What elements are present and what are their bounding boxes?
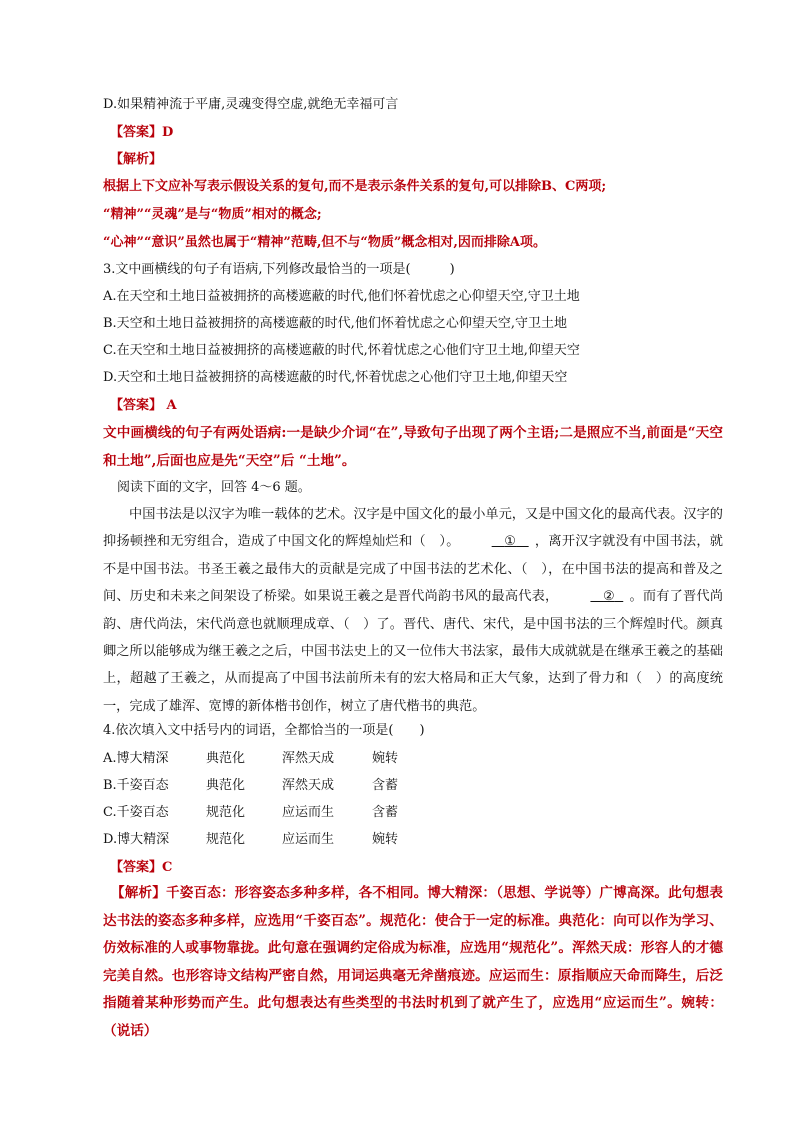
q2-analysis-label: 【解析】 <box>110 152 163 167</box>
q2-analysis-line-3: “心神”“意识”虽然也属于“精神”范畴,但不与“物质”概念相对,因而排除A项。 <box>103 235 546 250</box>
q4-option-a: A.博大精深 典范化 浑然天成 婉转 <box>103 751 399 766</box>
analysis-label: 【解析】 <box>111 885 167 901</box>
q3-option-a: A.在天空和土地日益被拥挤的高楼遮蔽的时代,他们怀着忧虑之心仰望天空,守卫土地 <box>103 289 580 304</box>
answer-value: A <box>166 398 177 413</box>
q4-analysis: 【解析】千姿百态：形容姿态多种多样，各不相同。博大精深：（思想、学说等）广博高深。此句想表达书法的姿态多种多样，应选用“千姿百态”。规范化：使合于一定的标准。典范化：向可以作为学习、仿效标准的人或事物靠拢。此句意在强调约定俗成为标准，应选用“规范化”。浑然天成：形容人的才德完美自然。也形容诗文结构严密自然，用词运典毫无斧凿痕迹。应运而生：原指顺应天命而降生，后泛指随着某种形势而产生。此句想表达有些类型的书法时机到了就产生了，应选用“应运而生”。婉转：（说话） <box>103 885 724 1039</box>
blank-1: ① <box>504 534 517 550</box>
answer-label: 【答案】 <box>110 860 163 875</box>
blank-2: ② <box>603 589 615 605</box>
q4-question: 4.依次填入文中括号内的词语，全都恰当的一项是( ) <box>103 723 425 738</box>
q4-option-c: C.千姿百态 规范化 应运而生 含蓄 <box>103 805 399 820</box>
q3-question: 3.文中画横线的句子有语病,下列修改最恰当的一项是( ) <box>103 262 455 277</box>
q4-answer <box>110 859 172 877</box>
answer-label: 【答案】 <box>110 125 163 140</box>
q2-option-d: D.如果精神流于平庸,灵魂变得空虚,就绝无幸福可言 <box>103 97 399 112</box>
reading-passage: 中国书法是以汉字为唯一载体的艺术。汉字是中国文化的最小单元，又是中国文化的最高代表。汉字的抑扬顿挫和无穷组合，造成了中国文化的辉煌灿烂和（ ）。 ① ，离开汉字就没有中国书法，就不是中国书法。书圣王羲之最伟大的贡献是完成了中国书法的艺术化、（ ），在中国书法的提高和普及之间、历史和未来之间架设了桥梁。如果说王羲之是晋代尚韵书风的最高代表， ② 。而有了晋代尚韵、唐代尚法，宋代尚意也就顺理成章、（ ）了。晋代、唐代、宋代，是中国书法的三个辉煌时代。颜真卿之所以能够成为继王羲之之后，中国书法史上的又一位伟大书法家，最伟大成就就是在继承王羲之的基础上，超越了王羲之，从而提高了中国书法前所未有的宏大格局和正大气象，达到了骨力和（ ）的高度统一，完成了雄浑、宽博的新体楷书创作，树立了唐代楷书的典范。 <box>103 507 724 714</box>
q4-option-d: D.博大精深 规范化 应运而生 婉转 <box>103 832 399 847</box>
answer-value: D <box>162 125 174 140</box>
answer-label: 【答案】 <box>110 398 163 413</box>
q2-answer <box>110 124 173 142</box>
answer-value: C <box>162 860 173 875</box>
reading-intro: 阅读下面的文字，回答 4～6 题。 <box>117 480 311 495</box>
q4-option-b: B.千姿百态 典范化 浑然天成 含蓄 <box>103 778 399 793</box>
q3-option-c: C.在天空和土地日益被拥挤的高楼遮蔽的时代,怀着忧虑之心他们守卫土地,仰望天空 <box>103 343 580 358</box>
q2-analysis-line-1: 根据上下文应补写表示假设关系的复句,而不是表示条件关系的复句,可以排除B、C两项; <box>103 179 607 194</box>
q2-analysis-line-2: “精神”“灵魂”是与“物质”相对的概念; <box>103 207 322 222</box>
q3-analysis: 文中画横线的句子有两处语病:一是缺少介词“在”,导致句子出现了两个主语;二是照应不当,前面是“天空和土地”,后面也应是先“天空”后 “土地”。 <box>103 425 723 469</box>
q3-option-d: D.天空和土地日益被拥挤的高楼遮蔽的时代,怀着忧虑之心他们守卫土地,仰望天空 <box>103 370 568 385</box>
q3-answer <box>110 397 177 415</box>
q3-option-b: B.天空和土地日益被拥挤的高楼遮蔽的时代,他们怀着忧虑之心仰望天空,守卫土地 <box>103 316 567 331</box>
